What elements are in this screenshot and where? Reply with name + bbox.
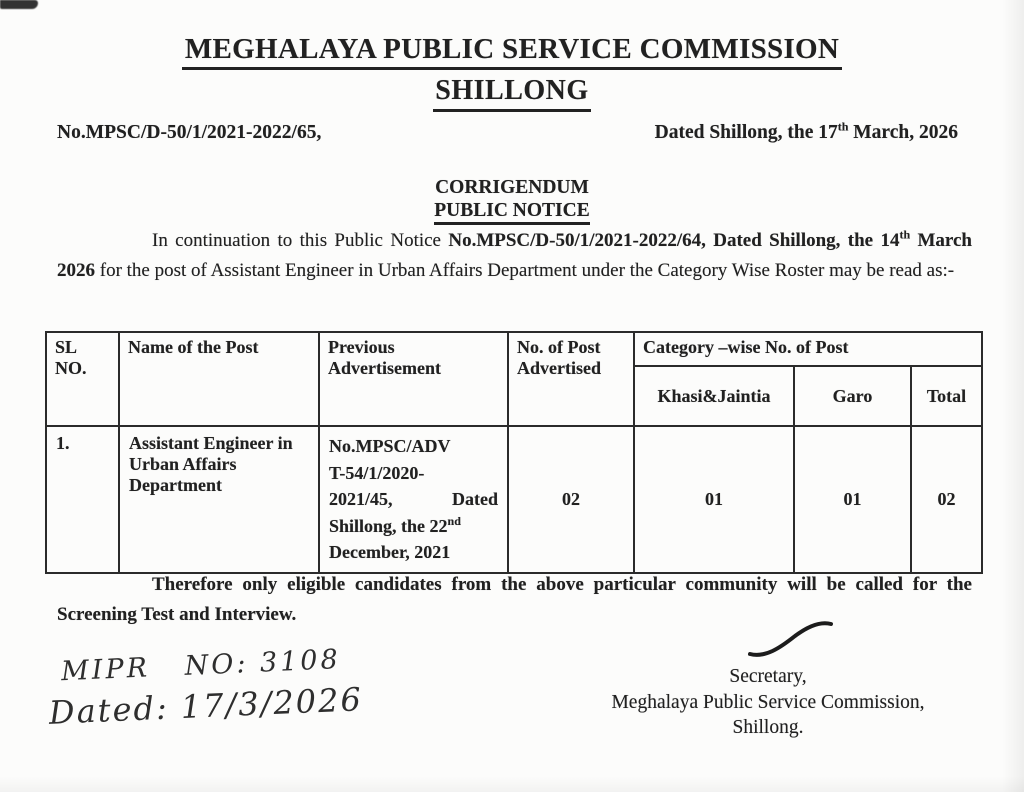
document-header [0,33,1024,112]
reference-number: No.MPSC/D-50/1/2021-2022/65, [57,122,322,143]
signatory-title: Secretary, [729,666,807,687]
page-title: MEGHALAYA PUBLIC SERVICE COMMISSION [182,33,842,70]
ordinal-suffix: th [837,119,849,134]
cell-previous-advertisement [319,426,508,573]
scan-artifact-smudge [0,0,38,9]
heading-public-notice: PUBLIC NOTICE [434,199,590,225]
notice-paragraph-text: In continuation to this Public Notice [152,230,449,251]
page-subtitle: SHILLONG [433,75,590,111]
col-header-total: Total [911,366,982,426]
reference-date-tail: March, 2026 [848,122,958,143]
col-header-name-of-post: Name of the Post [119,332,319,426]
handwritten-date: Dated: 17/3/2026 [48,680,364,732]
previous-notice-date: March 2026 [57,230,972,281]
signatory-place: Shillong. [732,717,804,738]
heading-corrigendum: CORRIGENDUM [435,177,589,198]
col-header-sl-no: SL NO. [46,332,119,426]
reference-row [57,119,958,144]
cell-total-count: 02 [911,426,982,573]
col-header-category-wise: Category –wise No. of Post [634,332,982,366]
cell-sl-number: 1. [46,426,119,573]
col-header-no-of-post-advertised: No. of Post Advertised [508,332,634,426]
cell-post-name: Assistant Engineer in Urban Affairs Department [119,426,319,573]
handwritten-notes [47,643,364,732]
scan-edge-shading-right [1002,0,1024,792]
posts-table [45,331,983,574]
signature-mark [745,618,837,662]
col-header-khasi-jaintia: Khasi&Jaintia [634,366,794,426]
signatory-organization: Meghalaya Public Service Commission, [611,691,925,713]
prev-ad-line: 2021/45, Dated [329,489,498,509]
previous-notice-reference: No.MPSC/D-50/1/2021-2022/64, Dated Shillong, the 14 [448,230,900,251]
col-header-previous-advertisement: Previous Advertisement [319,332,508,426]
reference-date [654,119,958,144]
cell-garo-count: 01 [794,426,911,573]
signature-block [587,618,949,741]
handwritten-mipr-number: MIPR NO: 3108 [60,644,342,688]
reference-date-text: Dated Shillong, the 17 [654,122,838,143]
notice-headings [0,176,1024,225]
cell-khasi-jaintia-count: 01 [634,426,794,573]
prev-ad-line: No.MPSC/ADV [329,436,451,456]
cell-posts-advertised: 02 [508,426,634,573]
col-header-garo: Garo [794,366,911,426]
prev-ad-line: December, 2021 [329,542,451,562]
scan-edge-shading-bottom [0,776,1024,792]
ordinal-suffix: nd [447,513,461,528]
closing-paragraph: Therefore only eligible candidates from the above particular community will be called for the Screening Test and Interview. [57,574,972,625]
ordinal-suffix: th [899,227,911,242]
table-row [46,426,982,573]
prev-ad-line: Shillong, the 22nd [329,513,461,536]
table-header-row-1 [46,332,982,366]
prev-ad-line: T-54/1/2020- [329,462,425,483]
notice-paragraph-tail: for the post of Assistant Engineer in Urban Affairs Department under the Category Wise Roster may be read as:- [95,259,955,281]
notice-paragraph [57,226,972,285]
